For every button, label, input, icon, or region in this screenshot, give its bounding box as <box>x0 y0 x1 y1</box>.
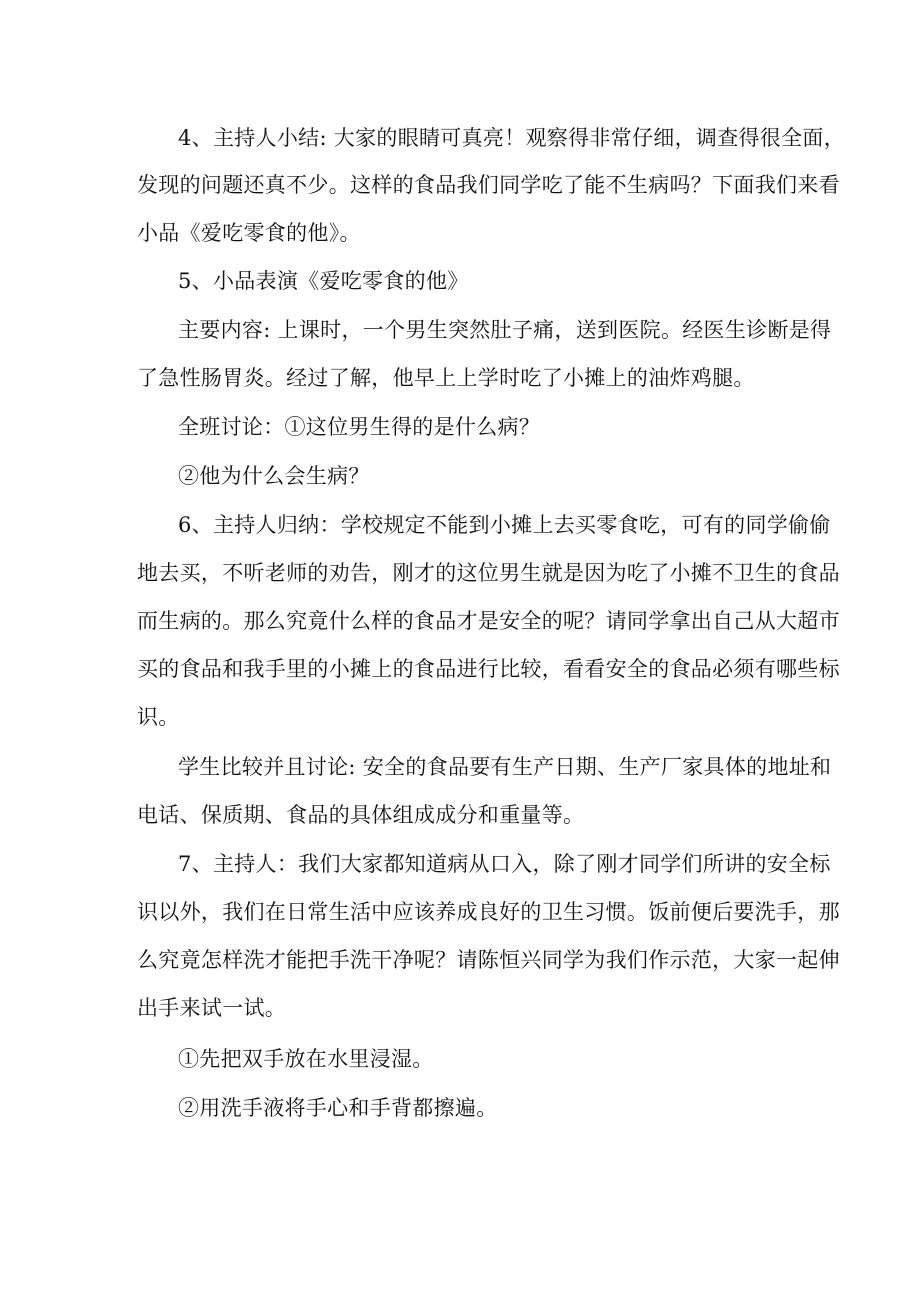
step-1: ①先把双手放在水里浸湿。 <box>178 1047 434 1071</box>
class-discussion-line-2: ②他为什么会生病？ <box>178 464 370 488</box>
paragraph-6-line-3: 而生病的。那么究竟什么样的食品才是安全的呢？请同学拿出自己从大超市 <box>137 609 840 633</box>
paragraph-4-line-2: 发现的问题还真不少。这样的食品我们同学吃了能不生病吗？下面我们来看 <box>137 173 840 197</box>
paragraph-7-line-3: 么究竟怎样洗才能把手洗干净呢？请陈恒兴同学为我们作示范，大家一起伸 <box>137 948 840 972</box>
paragraph-7-line-1: 7、主持人：我们大家都知道病从口入，除了刚才同学们所讲的安全标 <box>178 852 831 876</box>
step-2: ②用洗手液将手心和手背都擦遍。 <box>178 1096 498 1120</box>
class-discussion-line-1: 全班讨论：①这位男生得的是什么病？ <box>178 415 541 439</box>
main-content-line-2: 了急性肠胃炎。经过了解，他早上上学时吃了小摊上的油炸鸡腿。 <box>137 366 755 390</box>
paragraph-7-line-2: 识以外，我们在日常生活中应该养成良好的卫生习惯。饭前便后要洗手，那 <box>137 900 840 924</box>
paragraph-4-line-3: 小品《爱吃零食的他》。 <box>137 221 361 245</box>
paragraph-6-line-5: 识。 <box>137 705 180 729</box>
paragraph-6-line-2: 地去买，不听老师的劝告，刚才的这位男生就是因为吃了小摊不卫生的食品 <box>137 561 840 585</box>
paragraph-6-line-4: 买的食品和我手里的小摊上的食品进行比较，看看安全的食品必须有哪些标 <box>137 657 840 681</box>
main-content-line-1: 主要内容: 上课时，一个男生突然肚子痛，送到医院。经医生诊断是得 <box>178 318 832 342</box>
paragraph-7-line-4: 出手来试一试。 <box>137 996 287 1020</box>
student-comparison-line-1: 学生比较并且讨论: 安全的食品要有生产日期、生产厂家具体的地址和 <box>178 755 832 779</box>
paragraph-6-line-1: 6、主持人归纳：学校规定不能到小摊上去买零食吃，可有的同学偷偷 <box>178 513 831 537</box>
student-comparison-line-2: 电话、保质期、食品的具体组成成分和重量等。 <box>137 803 585 827</box>
paragraph-5-line-1: 5、小品表演《爱吃零食的他》 <box>178 269 469 293</box>
paragraph-4-line-1: 4、主持人小结: 大家的眼睛可真亮！观察得非常仔细，调查得很全面， <box>178 126 846 150</box>
